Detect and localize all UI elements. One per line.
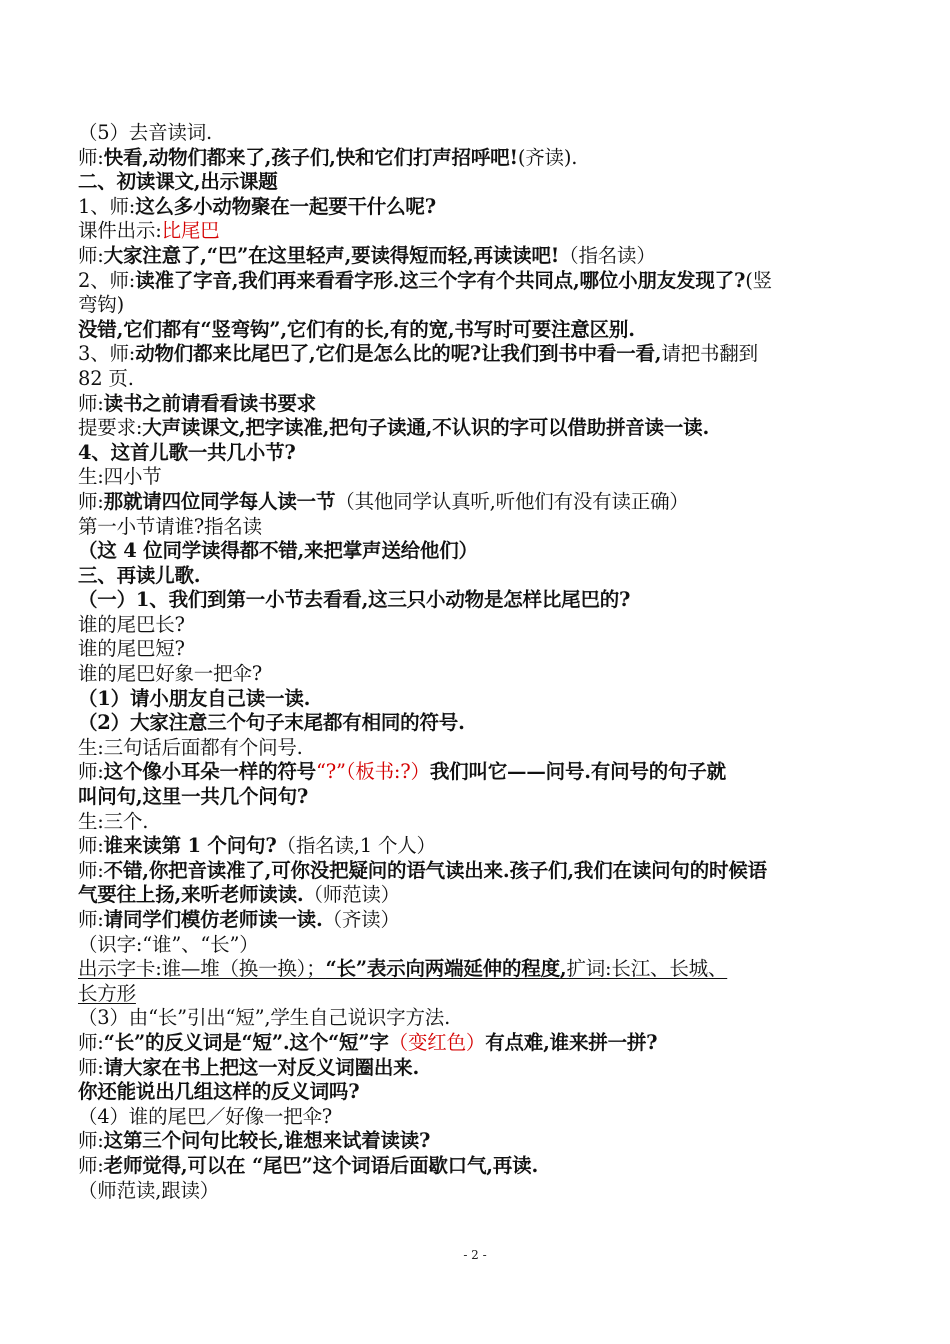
text-line: 师:不错,你把音读准了,可你没把疑问的语气读出来.孩子们,我们在读问句的时候语: [78, 858, 767, 882]
text-line: 师:那就请四位同学每人读一节（其他同学认真听,听他们有没有读正确）: [78, 489, 689, 513]
text-line: 气要往上扬,来听老师读读.（师范读）: [78, 883, 400, 907]
text-line: 生:四小节: [78, 465, 162, 489]
text-line-underlined: 长方形: [78, 981, 136, 1005]
text-line: 弯钩): [78, 293, 125, 317]
text-line: 师:大家注意了,“巴”在这里轻声,要读得短而轻,再读读吧!（指名读）: [78, 243, 656, 267]
text-line: （4）谁的尾巴／好像一把伞?: [78, 1104, 333, 1128]
section-heading: 二、初读课文,出示课题: [78, 170, 278, 194]
text-line: 师:这第三个问句比较长,谁想来试着读读?: [78, 1129, 431, 1153]
text-line: （3）由“长”引出“短”,学生自己说识字方法.: [78, 1006, 451, 1030]
text-line: 师:老师觉得,可以在 “尾巴”这个词语后面歇口气,再读.: [78, 1153, 539, 1177]
text-line: 生:三个.: [78, 809, 149, 833]
text-line: 提要求:大声读课文,把字读准,把句子读通,不认识的字可以借助拼音读一读.: [78, 416, 710, 440]
text-line: （这 4 位同学读得都不错,来把掌声送给他们）: [78, 539, 478, 563]
text-line: 师:“长”的反义词是“短”.这个“短”字（变红色）有点难,谁来拼一拼?: [78, 1030, 658, 1054]
text-line: （师范读,跟读）: [78, 1178, 220, 1202]
text-line: 叫问句,这里一共几个问句?: [78, 785, 309, 809]
text-line: 2、师:读准了字音,我们再来看看字形.这三个字有个共同点,哪位小朋友发现了?(竖: [78, 268, 772, 292]
text-line: （2）大家注意三个句子末尾都有相同的符号.: [78, 711, 465, 735]
text-line: （一）1、我们到第一小节去看看,这三只小动物是怎样比尾巴的?: [78, 588, 631, 612]
text-line: 师:请同学们模仿老师读一读.（齐读）: [78, 908, 400, 931]
text-line: 师:这个像小耳朵一样的符号“?”（板书:?）我们叫它——问号.有问号的句子就: [78, 760, 726, 784]
text-line: 师:谁来读第 1 个问句?（指名读,1 个人）: [78, 834, 436, 858]
text-line: 没错,它们都有“竖弯钩”,它们有的长,有的宽,书写时可要注意区别.: [78, 317, 635, 341]
text-line: 谁的尾巴长?: [78, 612, 185, 636]
text-line: 师:请大家在书上把这一对反义词圈出来.: [78, 1055, 420, 1079]
text-line: 师:读书之前请看看读书要求: [78, 391, 316, 415]
text-line: 82 页.: [78, 366, 134, 390]
text-line: （5）去音读词.: [78, 121, 213, 144]
text-line: 谁的尾巴短?: [78, 637, 185, 661]
text-line: 生:三句话后面都有个问号.: [78, 735, 303, 759]
text-line: （1）请小朋友自己读一读.: [78, 686, 311, 710]
text-line-underlined: 出示字卡:谁—堆（换一换）；“长”表示向两端延伸的程度,扩词:长江、长城、: [78, 957, 728, 981]
text-line: 4、这首儿歌一共几小节?: [78, 440, 296, 464]
text-line: 谁的尾巴好象一把伞?: [78, 662, 262, 686]
text-line: 第一小节请谁?指名读: [78, 514, 262, 538]
text-line: 师:快看,动物们都来了,孩子们,快和它们打声招呼吧!(齐读).: [78, 145, 578, 169]
document-body: [78, 121, 878, 1203]
section-heading: 三、再读儿歌.: [78, 563, 201, 587]
page-number: - 2 -: [463, 1248, 487, 1262]
text-line: 你还能说出几组这样的反义词吗?: [78, 1080, 360, 1104]
text-line: 课件出示:比尾巴: [78, 219, 220, 243]
text-line: 3、师:动物们都来比尾巴了,它们是怎么比的呢?让我们到书中看一看,请把书翻到: [78, 342, 758, 366]
text-line: （识字:“谁”、“长”）: [78, 932, 259, 956]
text-line: 1、师:这么多小动物聚在一起要干什么呢?: [78, 194, 436, 218]
